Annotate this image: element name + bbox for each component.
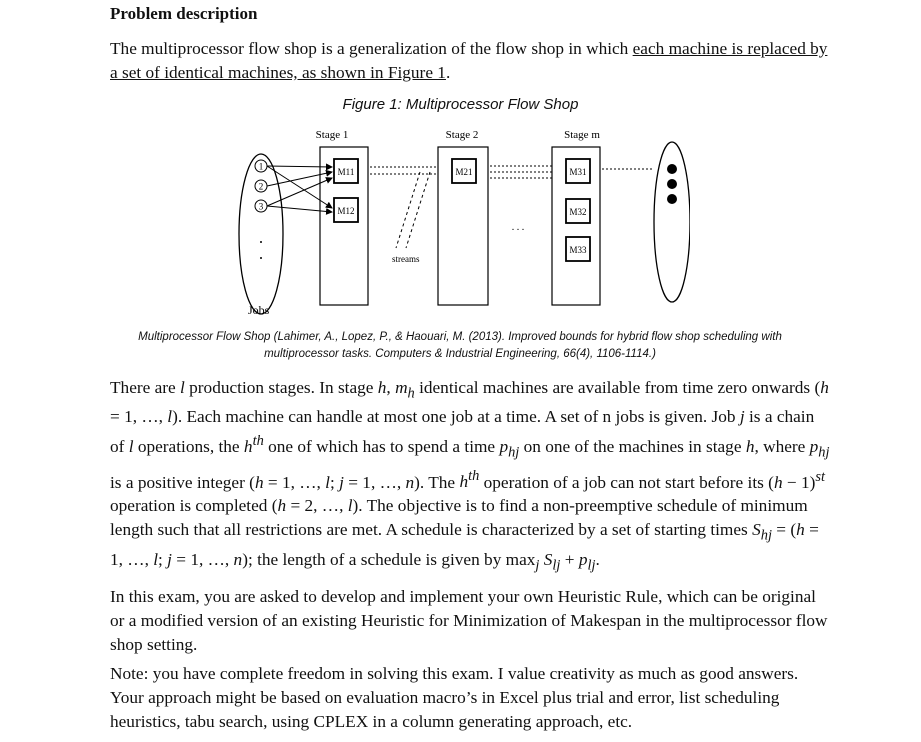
intro-period: .	[445, 63, 451, 82]
finished-job-dot	[667, 179, 677, 189]
machine-m33-label: M33	[569, 245, 587, 255]
figure-title: Figure 1: Multiprocessor Flow Shop	[342, 96, 579, 113]
intro-underlined: each machine is replaced by a set of identical machines, as shown in Figure 1	[110, 39, 828, 82]
stage-1-label: Stage 1	[315, 129, 349, 141]
caption-line-2: multiprocessor tasks. Computers & Industrial Engineering, 66(4), 1106-1114.)	[264, 348, 656, 360]
jobs-ellipse-left	[239, 154, 283, 314]
job-3-label: 3	[258, 201, 264, 212]
heading: Problem description	[110, 4, 258, 23]
problem-paragraph: There are l production stages. In stage h, $m_h$ identical machines are available from time zero onwards (h = 1, …, l). Each machine can handle at most one job at a time. A set of n jobs is given. Job j is a chain of l operations, the $h^{th}$ one of which has to spend a time $p_{hj}$ on one of the machines in stage h, where $p_{hj}$ is a positive integer (h = 1, …, l; j = 1, …, n). The $h^{th}$ operation of a job can not start before its $(h - 1)^{st}$ operation is completed (h = 2, …, l). The objective is to find a non-preemptive schedule of minimum length such that all restrictions are met. A schedule is characterized by a set of starting times $S_{hj} = (h = 1$, …, l; j = 1, …, n); the length of a schedule is given by $\max_j S_{lj} + p_{lj}$.	[110, 378, 830, 574]
finished-job-dot	[667, 194, 677, 204]
intro-paragraph	[110, 37, 830, 85]
jobs-label: Jobs	[248, 303, 270, 317]
job-2-label: 2	[258, 181, 264, 192]
streams-label: streams	[392, 254, 420, 264]
note-paragraph: Note: you have complete freedom in solving this exam. I value creativity as much as good answers. Your approach might be based on evaluation macro’s in Excel plus trial and error, list scheduling heuristics, tabu search, using CPLEX in a column generating approach, etc.	[110, 664, 799, 731]
stage-2-label: Stage 2	[445, 129, 479, 141]
flow-shop-diagram	[230, 122, 690, 322]
machine-m11-label: M11	[337, 167, 355, 177]
figure-caption	[110, 329, 810, 363]
task-paragraph: In this exam, you are asked to develop and implement your own Heuristic Rule, which can be original or a modified version of an existing Heuristic for Minimization of Makespan in the multiprocessor flow shop setting.	[110, 587, 828, 654]
job-1-label: 1	[258, 161, 264, 172]
intro-text: The multiprocessor flow shop is a generalization of the flow shop in which	[110, 39, 633, 58]
machine-m31-label: M31	[569, 167, 587, 177]
machine-m32-label: M32	[569, 207, 587, 217]
stage-m-label: Stage m	[564, 129, 600, 141]
caption-line-1: Multiprocessor Flow Shop (Lahimer, A., Lopez, P., & Haouari, M. (2013). Improved bounds for hybrid flow shop scheduling with	[138, 331, 782, 343]
finished-job-dot	[667, 164, 677, 174]
stage-ellipsis: . . .	[511, 222, 525, 233]
machine-m12-label: M12	[337, 206, 355, 216]
machine-m21-label: M21	[455, 167, 473, 177]
